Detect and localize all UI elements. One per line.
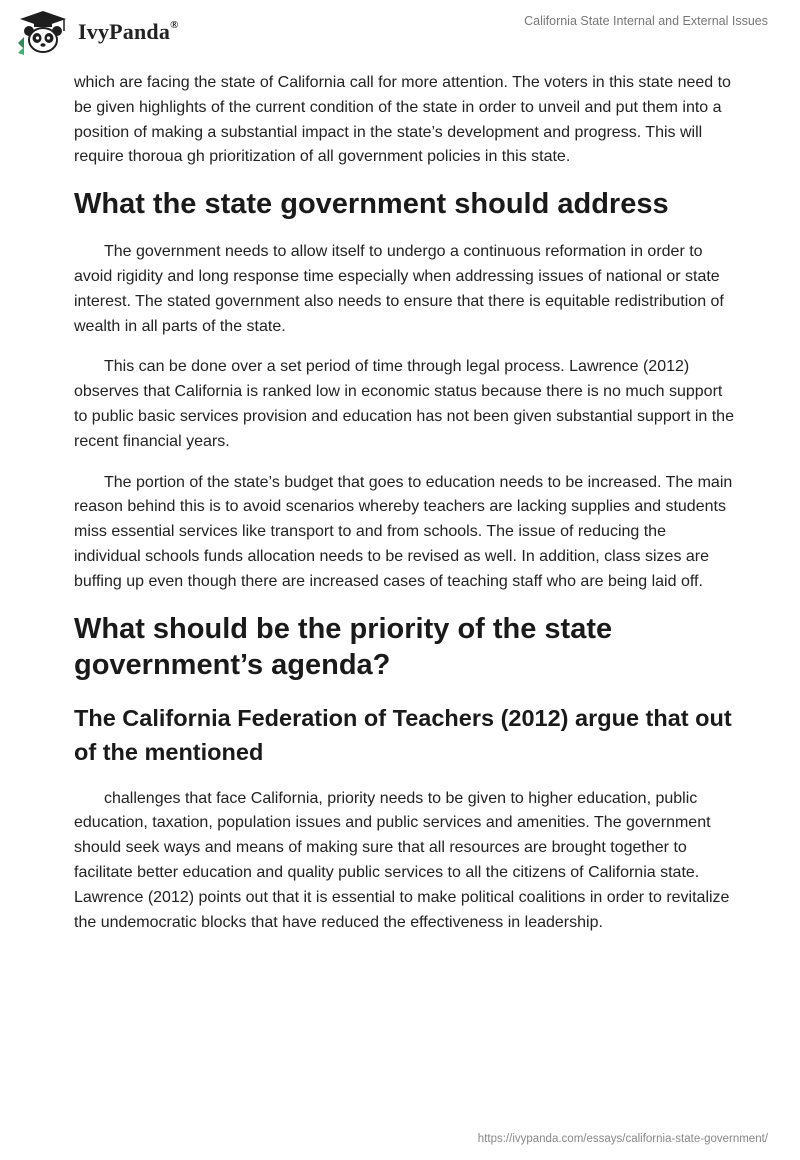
paragraph-education-budget: The portion of the state’s budget that goes to education needs to be increased. The main reason behind this is to avoid scenarios whereby teachers are lacking supplies and students miss essential services like transport to and from schools. The issue of reducing the individual schools funds allocation needs to be revised as well. In addition, class sizes are buffing up even though there are increased cases of teaching staff who are being laid off. bbox=[74, 473, 733, 590]
page-header bbox=[0, 0, 800, 64]
source-url[interactable]: https://ivypanda.com/essays/california-state-government/ bbox=[477, 1133, 768, 1145]
heading-what-to-address: What the state government should address bbox=[74, 188, 669, 221]
panda-graduate-logo-icon bbox=[14, 9, 72, 55]
brand-name: IvyPanda® bbox=[78, 18, 179, 44]
paragraph-reformation: The government needs to allow itself to undergo a continuous reformation in order to avoid rigidity and long response time especially when addressing issues of national or state interest. The stated government also needs to ensure that there is equitable redistribution of wealth in all parts of the state. bbox=[74, 243, 724, 335]
paragraph-legal-process: This can be done over a set period of time through legal process. Lawrence (2012) observes that California is ranked low in economic status because there is no much support to public basic services provision and education has not been given substantial support in the recent financial years. bbox=[74, 358, 734, 450]
document-title: California State Internal and External Issues bbox=[524, 14, 768, 28]
heading-priority-agenda: What should be the priority of the state government’s agenda? bbox=[74, 612, 613, 681]
paragraph-intro: which are facing the state of California call for more attention. The voters in this state need to be given highlights of the current condition of the state in order to unveil and put them into a position of making a substantial impact in the state’s development and progress. This will require thoroua gh prioritization of all government policies in this state. bbox=[74, 74, 731, 166]
paragraph-challenges: challenges that face California, priority needs to be given to higher education, public education, taxation, population issues and public services and amenities. The government should seek ways and means of making sure that all resources are brought together to facilitate better education and quality public services to all the citizens of California state. Lawrence (2012) points out that it is essential to make political coalitions in order to revitalize the undemocratic blocks that have reduced the effectiveness in leadership. bbox=[74, 789, 730, 931]
brand-logo[interactable] bbox=[14, 8, 179, 56]
essay-body bbox=[74, 71, 734, 951]
heading-federation-of-teachers: The California Federation of Teachers (2012) argue that out of the mentioned bbox=[74, 704, 732, 765]
